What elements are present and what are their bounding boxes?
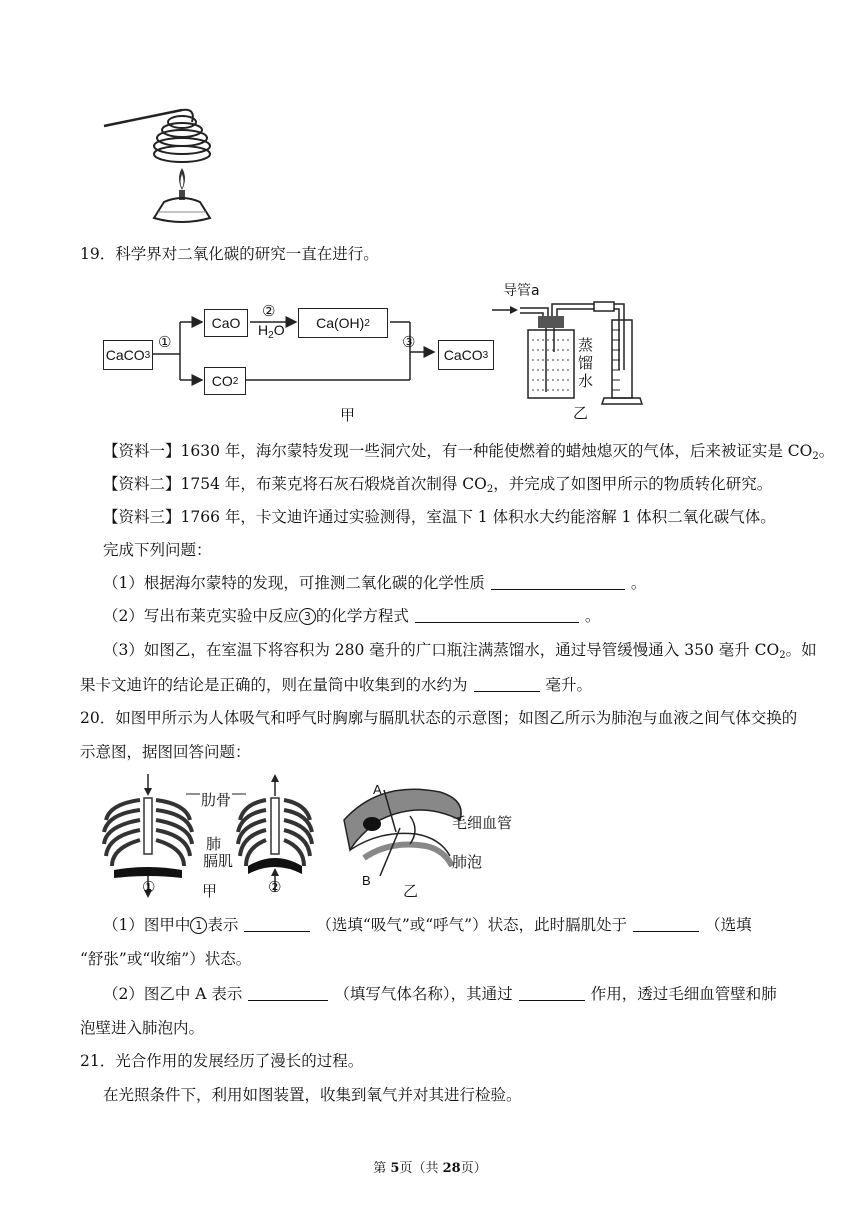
q21-line2: 在光照条件下，利用如图装置，收集到氧气并对其进行检验。: [103, 1086, 522, 1104]
q19-sub1: （1）根据海尔蒙特的发现，可推测二氧化碳的化学性质 。: [103, 574, 647, 592]
gas-a-label: A: [373, 782, 382, 797]
alveolus-label: 肺泡: [452, 853, 483, 871]
caco3-right-box: CaCO 3: [438, 340, 494, 370]
answer-blank[interactable]: [415, 606, 579, 623]
diaphragm-label: 膈肌: [203, 852, 234, 870]
info-3: 【资料三】1766 年，卡文迪许通过实验测得，室温下 1 体积水大约能溶解 1 体积二氧化碳气体。: [103, 508, 776, 526]
yi-caption-19: 乙: [573, 404, 589, 422]
q20-sub1-line1: （1）图甲中 1 表示 （选填“吸气”或“呼气”）状态，此时膈肌处于 （选填: [103, 916, 752, 934]
step-3-label: ③: [402, 333, 416, 351]
jia-caption: 甲: [340, 406, 356, 424]
state-2-label: ②: [268, 878, 282, 896]
q19-stem: 19．科学界对二氧化碳的研究一直在进行。: [80, 245, 379, 263]
q20-sub2-line1: （2）图乙中 A 表示 （填写气体名称），其通过 作用，透过毛细血管壁和肺: [103, 985, 777, 1003]
alveolus-figure: [340, 780, 470, 890]
answer-blank[interactable]: [519, 984, 585, 1001]
q19-sub3-line1: （3）如图乙，在室温下将容积为 280 毫升的广口瓶注满蒸馏水，通过导管缓慢通入 350 毫升 $CO_2$。如: [103, 641, 817, 661]
answer-blank[interactable]: [244, 915, 310, 932]
gas-b-label: B: [362, 873, 371, 888]
q19-sub3-line2: 果卡文迪许的结论是正确的，则在量筒中收集到的水约为 毫升。: [80, 676, 593, 694]
q21-stem: 21．光合作用的发展经历了漫长的过程。: [80, 1052, 364, 1070]
h2o-label: $H_2O$: [258, 322, 285, 341]
caoh2-box: Ca(OH) 2: [298, 308, 388, 338]
lung-label: 肺: [206, 835, 222, 853]
step-1-label: ①: [158, 333, 172, 351]
capillary-label: 毛细血管: [452, 814, 513, 832]
answer-blank[interactable]: [633, 915, 699, 932]
caco3-left-box: CaCO 3: [103, 340, 153, 370]
info-2: 【资料二】1754 年，布莱克将石灰石煅烧首次制得 $CO_2$，并完成了如图甲所示的物质转化研究。: [103, 475, 773, 495]
tube-a-label: 导管a: [503, 283, 540, 299]
state-1-label: ①: [142, 878, 156, 896]
rib-label: 肋骨: [201, 791, 232, 809]
info-1: 【资料一】1630 年，海尔蒙特发现一些洞穴处，有一种能使燃着的蜡烛熄灭的气体，后来被证实是 $CO_2$。: [103, 442, 835, 462]
answer-blank[interactable]: [491, 573, 625, 590]
page-footer: 第 5页（共 28页）: [373, 1161, 487, 1176]
q19-prompt: 完成下列问题：: [103, 541, 212, 559]
step-2-label: ②: [262, 302, 276, 320]
q19-sub2: （2）写出布莱克实验中反应 3 的化学方程式 。: [103, 607, 601, 625]
q20-sub2-line2: 泡壁进入肺泡内。: [80, 1019, 205, 1037]
jia-caption-20: 甲: [202, 882, 218, 900]
diagram-yi-apparatus: [490, 280, 650, 420]
coil-lamp-figure: [100, 100, 230, 230]
q20-stem-line1: 20．如图甲所示为人体吸气和呼气时胸廓与膈肌状态的示意图；如图乙所示为肺泡与血液之间气体交换的: [80, 709, 798, 727]
answer-blank[interactable]: [474, 675, 540, 692]
distilled-water-label: 蒸馏水: [578, 336, 594, 390]
q20-stem-line2: 示意图，据图回答问题：: [80, 743, 251, 761]
cao-box: CaO: [204, 309, 248, 337]
q20-sub1-line2: “舒张”或“收缩”）状态。: [80, 950, 252, 968]
co2-box: CO 2: [204, 367, 246, 395]
answer-blank[interactable]: [248, 984, 328, 1001]
yi-caption-20: 乙: [403, 882, 419, 900]
